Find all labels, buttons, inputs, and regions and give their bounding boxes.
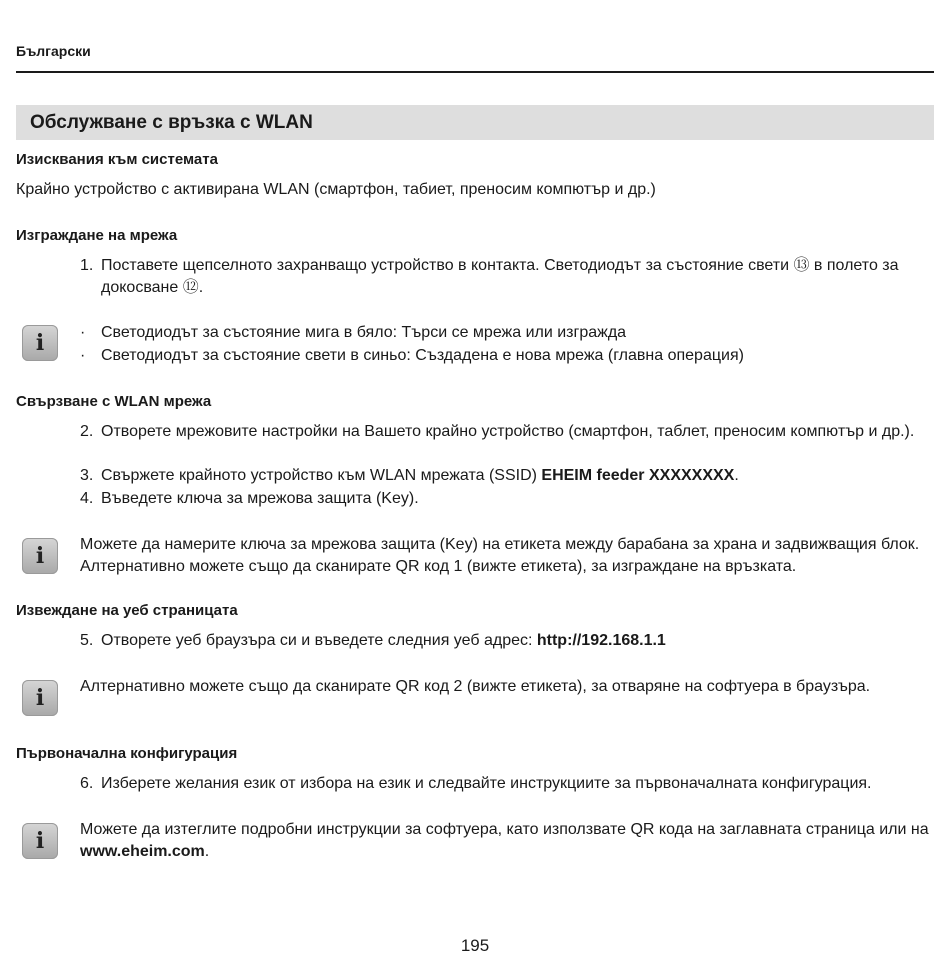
step-number: 6. [80, 775, 94, 792]
page-number: 195 [460, 936, 490, 955]
config-heading: Първоначална конфигурация [16, 745, 238, 762]
config-note [80, 819, 935, 863]
step-5-text [101, 630, 931, 652]
step-3-text [101, 465, 931, 487]
requirements-text: Крайно устройство с активирана WLAN (смартфон, табиет, преносим компютър и др.) [16, 181, 656, 198]
network-heading: Изграждане на мрежа [16, 227, 178, 244]
ssid-name: EHEIM feeder XXXXXXXX [541, 467, 735, 484]
language-label: Български [16, 43, 91, 59]
step-1-text: Поставете щепселното захранващо устройство в контакта. Светодиодът за състояние свети ⑬ в полето за докосване ⑫. [101, 257, 899, 296]
web-address: http://192.168.1.1 [536, 632, 666, 649]
step-number: 2. [80, 423, 94, 440]
bullet-item: Светодиодът за състояние мига в бяло: Търси се мрежа или изгражда [101, 324, 627, 341]
step-number: 4. [80, 490, 94, 507]
bullet-item: Светодиодът за състояние свети в синьо: Създадена е нова мрежа (главна операция) [101, 347, 744, 364]
bullet-marker: · [80, 347, 86, 364]
section-banner [16, 105, 934, 140]
info-icon-glyph: i [35, 330, 45, 356]
info-icon-glyph: i [35, 828, 45, 854]
step-number: 5. [80, 632, 94, 649]
info-icon [22, 680, 58, 716]
info-icon [22, 538, 58, 574]
step-3-prefix: Свържете крайното устройство към WLAN мрежата (SSID) [101, 467, 542, 484]
step-4-text: Въведете ключа за мрежова защита (Key). [101, 490, 419, 507]
info-icon [22, 823, 58, 859]
webpage-heading: Извеждане на уеб страницата [16, 602, 238, 619]
bullet-marker: · [80, 324, 86, 341]
info-icon-glyph: i [35, 685, 45, 711]
webpage-note: Алтернативно можете също да сканирате QR код 2 (вижте етикета), за отваряне на софтуера в браузъра. [80, 678, 871, 695]
info-icon [22, 325, 58, 361]
step-number: 1. [80, 257, 94, 274]
header-divider [16, 71, 934, 73]
config-note-prefix: Можете да изтеглите подробни инструкции за софтуера, като използвате QR кода на заглавната страница или на [80, 821, 929, 838]
requirements-heading: Изисквания към системата [16, 151, 218, 168]
step-5-prefix: Отворете уеб браузъра си и въведете следния уеб адрес: [101, 632, 537, 649]
connect-heading: Свързване с WLAN мрежа [16, 393, 212, 410]
connect-note: Можете да намерите ключа за мрежова защита (Key) на етикета между барабана за храна и задвижващия блок. Алтернативно можете също да сканирате QR код 1 (вижте етикета), за изграждане на връзката. [80, 536, 920, 575]
step-number: 3. [80, 467, 94, 484]
step-2-text: Отворете мрежовите настройки на Вашето крайно устройство (смартфон, таблет, преносим компютър и др.). [101, 423, 915, 440]
section-title: Обслужване с връзка с WLAN [30, 112, 313, 133]
config-note-suffix: . [204, 843, 210, 860]
website-link: www.eheim.com [80, 843, 205, 860]
step-3-suffix: . [734, 467, 739, 484]
step-6-text: Изберете желания език от избора на език и следвайте инструкциите за първоначалната конфигурация. [101, 775, 872, 792]
info-icon-glyph: i [35, 543, 45, 569]
